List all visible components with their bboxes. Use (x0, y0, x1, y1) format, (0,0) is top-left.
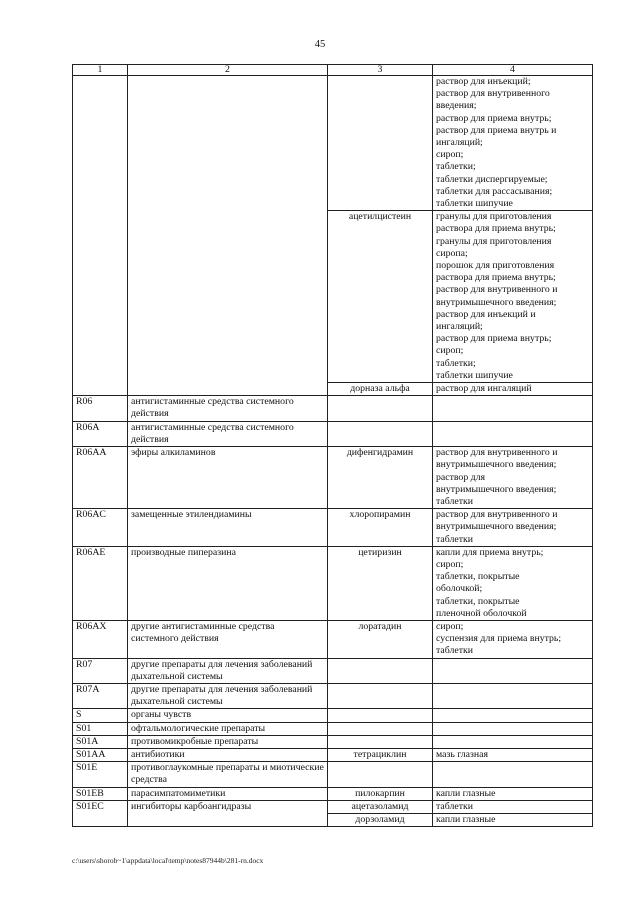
table-row (73, 421, 593, 446)
dosage-form-line: внутримышечного введения; (436, 296, 557, 308)
dosage-form-line: сироп; (436, 558, 464, 570)
dosage-forms-cell (433, 800, 593, 813)
dosage-forms-cell (433, 447, 593, 509)
table-row (73, 735, 593, 748)
dosage-form-line: раствор для внутривенного и (436, 447, 558, 459)
anatomical-group-cell: антигистаминные средства системного действия (128, 396, 328, 421)
dosage-form-line: раствор для приема внутрь; (436, 112, 552, 124)
dosage-form-line: раствор для инъекций и (436, 308, 536, 320)
drug-name-cell: хлоропирамин (328, 509, 433, 547)
dosage-form-line: суспензия для приема внутрь; (436, 633, 562, 645)
dosage-form-line: раствор для внутривенного и (436, 284, 558, 296)
dosage-form-line: раствор для приема внутрь и (436, 124, 557, 136)
dosage-form-line: раствор для ингаляций (436, 383, 532, 395)
dosage-form-line: сиропа; (436, 247, 468, 259)
dosage-form-line: таблетки (436, 645, 474, 657)
dosage-form-line: пленочной оболочкой (436, 607, 527, 619)
column-header-2: 2 (128, 65, 328, 76)
table-row (73, 546, 593, 620)
table-row (73, 620, 593, 658)
dosage-forms-cell (433, 211, 593, 383)
dosage-forms-cell (433, 748, 593, 761)
dosage-form-line: капли глазные (436, 787, 496, 799)
anatomical-group-cell: эфиры алкиламинов (128, 447, 328, 509)
page-number: 45 (314, 39, 326, 50)
table-row (73, 396, 593, 421)
dosage-form-line: капли глазные (436, 813, 496, 825)
dosage-form-line: таблетки; (436, 161, 476, 173)
dosage-form-line: раствор для приема внутрь; (436, 333, 552, 345)
dosage-form-line: таблетки шипучие (436, 369, 513, 381)
drug-name-cell (328, 709, 433, 722)
anatomical-group-cell (128, 76, 328, 396)
dosage-form-line: внутримышечного введения; (436, 483, 557, 495)
dosage-forms-cell (433, 396, 593, 421)
dosage-forms-cell (433, 813, 593, 826)
dosage-form-line: внутримышечного введения; (436, 521, 557, 533)
dosage-form-line: таблетки (436, 800, 474, 812)
dosage-form-line: раствор для внутривенного и (436, 509, 558, 521)
drug-name-cell: ацетилцистеин (328, 211, 433, 383)
drug-name-cell: цетиризин (328, 546, 433, 620)
dosage-form-line: таблетки; (436, 357, 476, 369)
drug-name-cell (328, 722, 433, 735)
drug-name-cell (328, 421, 433, 446)
drug-name-cell: дорназа альфа (328, 383, 433, 396)
drug-name-cell (328, 735, 433, 748)
drug-name-cell (328, 76, 433, 211)
anatomical-group-cell: другие препараты для лечения заболеваний дыхательной системы (128, 658, 328, 683)
dosage-forms-cell (433, 787, 593, 800)
table-row (73, 748, 593, 761)
anatomical-group-cell: парасимпатомиметики (128, 787, 328, 800)
dosage-form-line: раствора для приема внутрь; (436, 272, 556, 284)
atc-code-cell (73, 76, 128, 396)
table-body (73, 76, 593, 827)
atc-code-cell: S01A (73, 735, 128, 748)
drug-name-cell (328, 762, 433, 787)
table-row (73, 658, 593, 683)
table-row (73, 722, 593, 735)
drug-name-cell (328, 658, 433, 683)
dosage-forms-cell (433, 722, 593, 735)
atc-code-cell: R06A (73, 421, 128, 446)
atc-code-cell: R06AX (73, 620, 128, 658)
dosage-form-line: гранулы для приготовления (436, 211, 552, 223)
dosage-form-line: порошок для приготовления (436, 260, 555, 272)
atc-code-cell: S01AA (73, 748, 128, 761)
dosage-form-line: гранулы для приготовления (436, 235, 552, 247)
anatomical-group-cell: ингибиторы карбоангидразы (128, 800, 328, 826)
dosage-forms-cell (433, 762, 593, 787)
table-row (73, 683, 593, 708)
dosage-form-line: таблетки, покрытые (436, 571, 520, 583)
dosage-forms-cell (433, 735, 593, 748)
file-path-footer: c:\users\shorob~1\appdata\local\temp\notes87944b\281-rn.docx (72, 856, 264, 865)
atc-code-cell: S01EC (73, 800, 128, 826)
drug-name-cell: ацетазоламид (328, 800, 433, 813)
dosage-forms-cell (433, 546, 593, 620)
dosage-form-line: раствор для инъекций; (436, 76, 531, 87)
dosage-forms-cell (433, 620, 593, 658)
dosage-forms-cell (433, 76, 593, 211)
drug-name-cell: дорзоламид (328, 813, 433, 826)
anatomical-group-cell: другие препараты для лечения заболеваний дыхательной системы (128, 683, 328, 708)
column-header-3: 3 (328, 65, 433, 76)
dosage-forms-cell (433, 709, 593, 722)
atc-code-cell: R06AC (73, 509, 128, 547)
dosage-form-line: сироп; (436, 345, 464, 357)
table-row (73, 800, 593, 813)
table-row (73, 787, 593, 800)
dosage-forms-cell (433, 683, 593, 708)
drug-name-cell (328, 396, 433, 421)
atc-code-cell: R07 (73, 658, 128, 683)
dosage-form-line: мазь глазная (436, 748, 488, 760)
drug-name-cell: тетрациклин (328, 748, 433, 761)
atc-code-cell: S01EB (73, 787, 128, 800)
table-row (73, 509, 593, 547)
table-row (73, 447, 593, 509)
anatomical-group-cell: органы чувств (128, 709, 328, 722)
atc-code-cell: R07A (73, 683, 128, 708)
dosage-form-line: раствор для внутривенного (436, 88, 550, 100)
dosage-form-line: капли для приема внутрь; (436, 546, 544, 558)
medicines-table (72, 64, 593, 827)
dosage-form-line: таблетки для рассасывания; (436, 185, 553, 197)
anatomical-group-cell: противоглаукомные препараты и миотические средства (128, 762, 328, 787)
anatomical-group-cell: антибиотики (128, 748, 328, 761)
atc-code-cell: R06AA (73, 447, 128, 509)
dosage-form-line: введения; (436, 100, 477, 112)
drug-name-cell (328, 683, 433, 708)
table-row (73, 76, 593, 211)
table-row (73, 709, 593, 722)
dosage-forms-cell (433, 421, 593, 446)
anatomical-group-cell: офтальмологические препараты (128, 722, 328, 735)
dosage-form-line: ингаляций; (436, 137, 483, 149)
atc-code-cell: S01E (73, 762, 128, 787)
dosage-form-line: сироп; (436, 149, 464, 161)
dosage-form-line: таблетки (436, 533, 474, 545)
drug-name-cell: пилокарпин (328, 787, 433, 800)
table-row (73, 762, 593, 787)
dosage-forms-cell (433, 658, 593, 683)
anatomical-group-cell: производные пиперазина (128, 546, 328, 620)
dosage-form-line: таблетки диспергируемые; (436, 173, 548, 185)
dosage-form-line: внутримышечного введения; (436, 459, 557, 471)
atc-code-cell: S01 (73, 722, 128, 735)
drug-name-cell: дифенгидрамин (328, 447, 433, 509)
anatomical-group-cell: противомикробные препараты (128, 735, 328, 748)
dosage-form-line: сироп; (436, 620, 464, 632)
dosage-form-line: ингаляций; (436, 321, 483, 333)
dosage-forms-cell (433, 383, 593, 396)
atc-code-cell: R06 (73, 396, 128, 421)
anatomical-group-cell: другие антигистаминные средства системного действия (128, 620, 328, 658)
column-header-1: 1 (73, 65, 128, 76)
dosage-form-line: оболочкой; (436, 583, 483, 595)
anatomical-group-cell: антигистаминные средства системного действия (128, 421, 328, 446)
atc-code-cell: R06AE (73, 546, 128, 620)
dosage-form-line: таблетки (436, 495, 474, 507)
drug-name-cell: лоратадин (328, 620, 433, 658)
dosage-form-line: таблетки шипучие (436, 198, 513, 210)
anatomical-group-cell: замещенные этилендиамины (128, 509, 328, 547)
column-header-4: 4 (433, 65, 593, 76)
dosage-forms-cell (433, 509, 593, 547)
table-header-row (73, 65, 593, 76)
dosage-form-line: раствора для приема внутрь; (436, 223, 556, 235)
dosage-form-line: таблетки, покрытые (436, 595, 520, 607)
atc-code-cell: S (73, 709, 128, 722)
dosage-form-line: раствор для (436, 471, 486, 483)
